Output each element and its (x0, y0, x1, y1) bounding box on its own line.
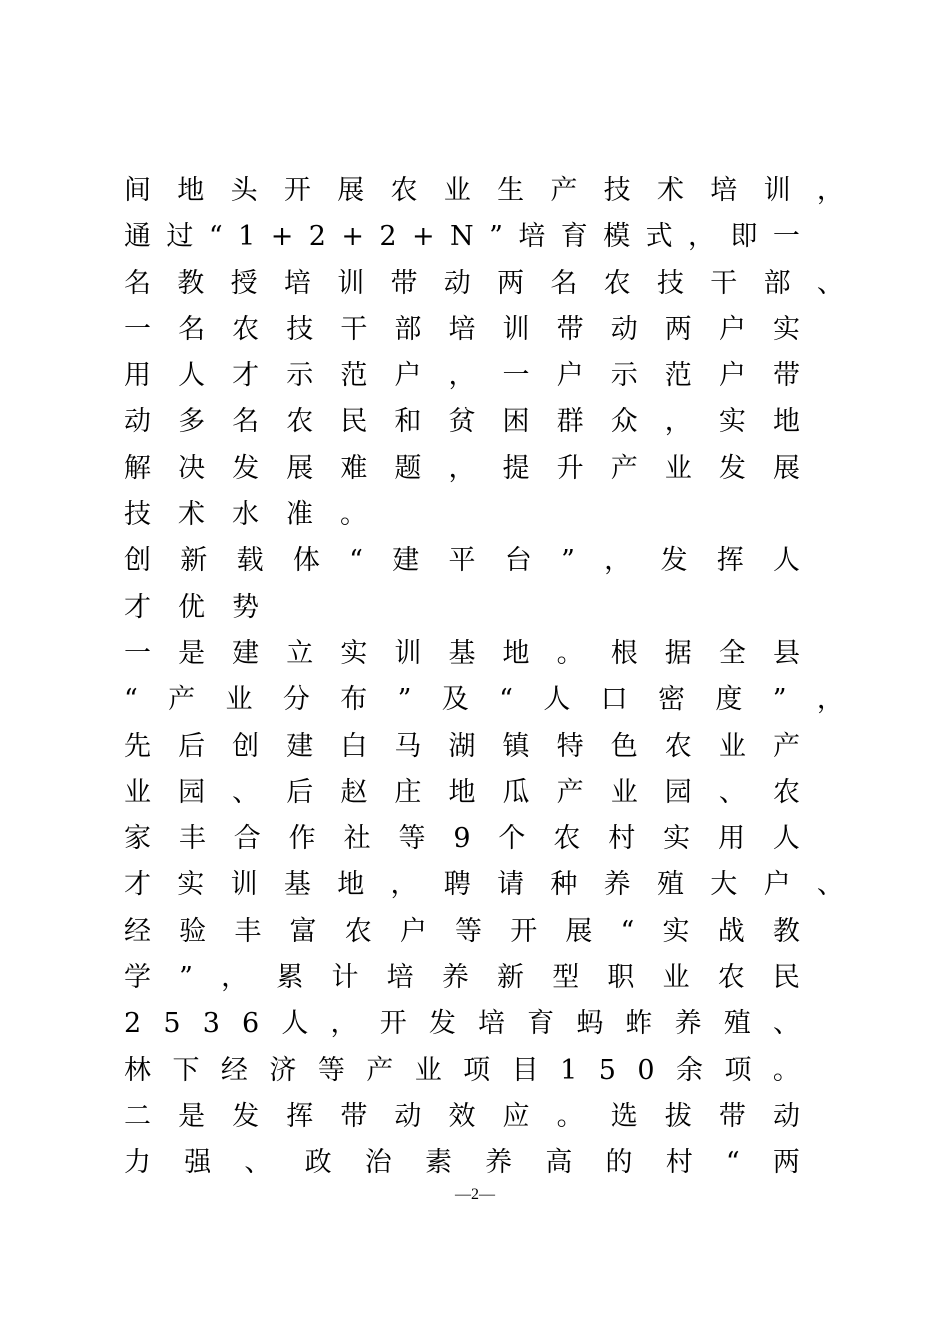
section-heading: 才优势 (124, 591, 286, 623)
text-line: 业 园 、 后 赵 庄 地 瓜 产 业 园 、 农 (124, 776, 800, 808)
text-line: 技术水准。 (124, 499, 394, 531)
text-line: 二 是 发 挥 带 动 效 应 。 选 拔 带 动 (124, 1100, 800, 1132)
text-line: 一 名 农 技 干 部 培 训 带 动 两 户 实 (124, 313, 800, 345)
text-line: “ 产 业 分 布 ” 及 “ 人 口 密 度 ” ， (124, 684, 844, 716)
text-line: 名 教 授 培 训 带 动 两 名 农 技 干 部 、 (124, 267, 844, 299)
text-line: 学 ” ， 累 计 培 养 新 型 职 业 农 民 (124, 962, 800, 994)
text-line: 通 过 “ 1 + 2 + 2 + N ” 培 育 模 式 ， 即 一 (124, 221, 800, 253)
text-line: 经 验 丰 富 农 户 等 开 展 “ 实 战 教 (124, 915, 800, 947)
text-line: 一 是 建 立 实 训 基 地 。 根 据 全 县 (124, 637, 800, 669)
text-line: 林 下 经 济 等 产 业 项 目 1 5 0 余 项 。 (124, 1054, 800, 1086)
text-line: 解 决 发 展 难 题 ， 提 升 产 业 发 展 (124, 452, 800, 484)
text-line: 用 人 才 示 范 户 ， 一 户 示 范 户 带 (124, 360, 800, 392)
body-text (124, 168, 844, 1187)
page-number: —2— (455, 1186, 495, 1203)
text-line: 才 实 训 基 地 ， 聘 请 种 养 殖 大 户 、 (124, 869, 844, 901)
text-line: 2 5 3 6 人 ， 开 发 培 育 蚂 蚱 养 殖 、 (124, 1008, 800, 1040)
text-line: 动 多 名 农 民 和 贫 困 群 众 ， 实 地 (124, 406, 800, 438)
text-line: 间 地 头 开 展 农 业 生 产 技 术 培 训 ， (124, 175, 844, 206)
section-heading: 创 新 载 体 “ 建 平 台 ” ， 发 挥 人 (124, 545, 800, 577)
text-line: 力 强 、 政 治 素 养 高 的 村 “ 两 (124, 1147, 800, 1179)
text-line: 先 后 创 建 白 马 湖 镇 特 色 农 业 产 (124, 730, 800, 762)
text-line: 家 丰 合 作 社 等 9 个 农 村 实 用 人 (124, 823, 800, 855)
